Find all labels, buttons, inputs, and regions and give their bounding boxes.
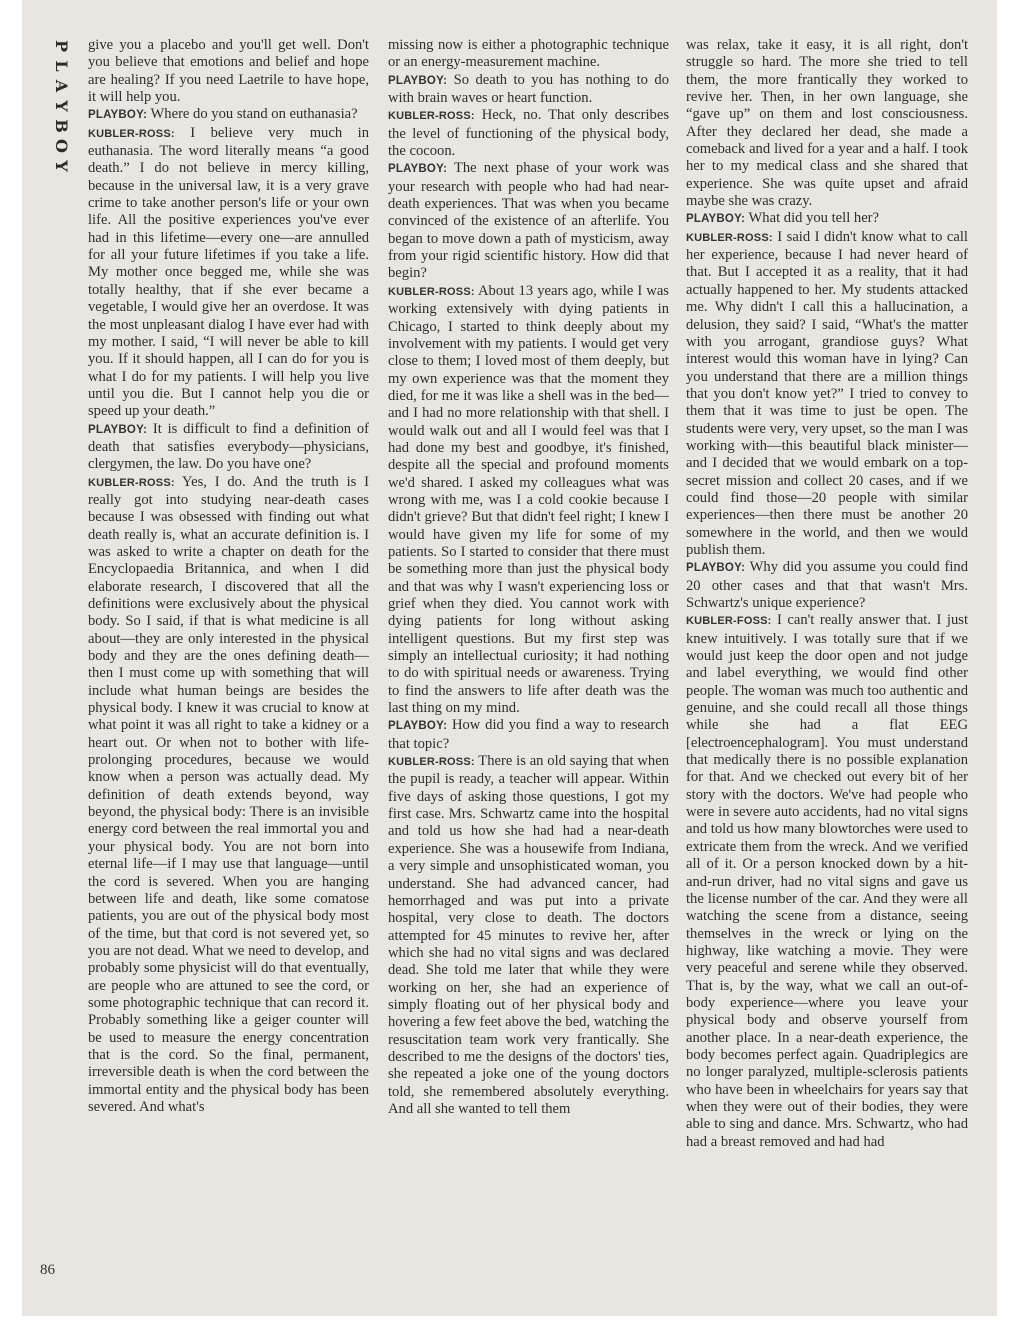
interview-paragraph	[388, 283, 669, 718]
paragraph-text: The next phase of your work was your research with people who had had near-death experiences. That was when you became convinced of the existence of an afterlife. You began to move down a path of mysticism, away from your rigid scientific history. How did that begin?	[388, 160, 669, 282]
interview-paragraph	[88, 106, 369, 124]
interview-paragraph	[686, 37, 968, 210]
speaker-label: KUBLER-ROSS:	[88, 127, 175, 140]
text-column-1	[88, 37, 369, 1116]
speaker-label: KUBLER-ROSS:	[388, 110, 475, 123]
masthead-letter: Y	[52, 100, 71, 112]
masthead-letter: L	[52, 60, 71, 72]
paragraph-text: About 13 years ago, while I was working extensively with dying patients in Chicago, I started to think deeply about my involvement with my patients. I would get very close to them; I loved most of them deeply, but my own experience was that the moment they died, for me it was like a shell was in the bed—and I had no more relationship with that shell. I would walk out and all I would feel was that I had done my best and goodbye, it's finished, despite all the special and profound moments we'd shared. I asked my colleagues what was wrong with me, was I a cold cookie because I didn't grieve? But that didn't feel right; I knew I would have given my life for some of my patients. So I started to consider that there must be something more than just the physical body and that was why I wasn't experiencing loss or grief when they died. You cannot work with dying patients for long without asking intelligent questions. But my first step was simply an intellectual curiosity; it had nothing to do with spiritual needs or awareness. Trying to find the answers to life after death was the last thing on my mind.	[388, 282, 669, 717]
speaker-label: KUBLER-ROSS:	[686, 231, 773, 244]
speaker-label: KUBLER-FOSS:	[686, 615, 772, 628]
interview-paragraph	[388, 753, 669, 1118]
interview-paragraph	[88, 125, 369, 421]
speaker-label: PLAYBOY:	[388, 720, 448, 733]
paragraph-text: There is an old saying that when the pupil is ready, a teacher will appear. Within five days of asking those questions, I got my first case. Mrs. Schwartz came into the hospital and told us how she had had a near-death experience. She was a housewife from Indiana, a very simple and unsophisticated woman, you understand. She had advanced cancer, had hemorrhaged and was put into a private hospital, very close to death. The doctors attempted for 45 minutes to revive her, after which she had no vital signs and was declared dead. She told me later that while they were working on her, she had an experience of simply floating out of her physical body and hovering a few feet above the bed, watching the resuscitation team work very frantically. She described to me the designs of the doctors' ties, she repeated a joke one of the young doctors told, she remembered absolutely everything. And all she wanted to tell them	[388, 753, 669, 1117]
speaker-label: KUBLER-ROSS:	[388, 285, 475, 298]
paragraph-text: Why did you assume you could find 20 other cases and that that wasn't Mrs. Schwartz's unique experience?	[686, 559, 968, 611]
masthead-letter: O	[52, 139, 71, 153]
interview-paragraph	[686, 559, 968, 612]
paragraph-text: It is difficult to find a definition of death that satisfies everybody—physicians, clergymen, the law. Do you have one?	[88, 420, 369, 473]
paragraph-text: How did you find a way to research that topic?	[388, 717, 669, 752]
paragraph-text: give you a placebo and you'll get well. Don't you believe that emotions and belief and hope are healing? If you need Laetrile to have hope, it will help you.	[88, 37, 369, 106]
speaker-label: KUBLER-ROSS:	[388, 756, 475, 769]
paragraph-text: Where do you stand on euthanasia?	[150, 106, 358, 123]
speaker-label: PLAYBOY:	[88, 423, 148, 436]
masthead-letter: Y	[52, 160, 71, 172]
magazine-masthead	[44, 36, 74, 176]
interview-paragraph	[88, 37, 369, 106]
speaker-label: PLAYBOY:	[686, 562, 746, 575]
paragraph-text: I can't really answer that. I just knew intuitively. I was totally sure that if we would just keep the door open and not judge and label everything, we would find other people. The woman was much too authentic and genuine, and she could recall all those things while she had a flat EEG [electroencephalogram]. You must understand that medically there is no possible explanation for that. And we checked out every bit of her story with the doctors. We've had people who were in severe auto accidents, had no vital signs and told us how many blowtorches were used to extricate them from the wreck. And we verified all of it. Or a person knocked down by a hit-and-run driver, had no vital signs and gave us the license number of the car. And they were all watching the scene from a distance, seeing themselves in the wreck or lying on the highway, like watching a movie. They were very peaceful and serene while they observed. That is, by the way, what we call an out-of-body experience—where you leave your physical body and observe yourself from another place. In a near-death experience, the body becomes perfect again. Quadriplegics are no longer paralyzed, multiple-sclerosis patients who have been in wheelchairs for years say that when they were out of their bodies, they were able to sing and dance. Mrs. Schwartz, who had had a breast removed and had had	[686, 612, 968, 1150]
masthead-letter: B	[52, 119, 71, 133]
speaker-label: PLAYBOY:	[388, 163, 448, 176]
interview-paragraph	[388, 160, 669, 282]
paragraph-text: was relax, take it easy, it is all right, don't struggle so hard. The more she tried to tell them, the more frantically they worked to revive her. Then, in her own language, she “gave up” on them and lost consciousness. After they declared her dead, she made a comeback and lived for a year and a half. I took her to my medical class and she shared that experience. She was quite upset and afraid maybe she was crazy.	[686, 37, 968, 210]
paragraph-text: I said I didn't know what to call her experience, because I had never heard of that. But I accepted it as a reality, that it had actually happened to her. My students attacked me. Why didn't I call this a hallucination, a delusion, they said? I said, “What's the matter with you arrogant, grandiose guys? What interest would this woman have in lying? Can you understand that there are a million things that you don't know yet?” I tried to convey to them that it was time to just be open. The students were very, very upset, so the man I was working with—this beautiful black minister—and I decided that we would embark on a top-secret mission and collect 20 cases, and if we could find those—20 people with similar experiences—then there must be another 20 somewhere in the world, and then we would publish them.	[686, 228, 968, 558]
interview-paragraph	[88, 474, 369, 1117]
text-column-3	[686, 37, 968, 1151]
interview-paragraph	[388, 72, 669, 108]
speaker-label: PLAYBOY:	[388, 74, 448, 87]
speaker-label: PLAYBOY:	[88, 109, 148, 122]
interview-paragraph	[686, 210, 968, 228]
masthead-letter: A	[52, 79, 71, 93]
speaker-label: KUBLER-ROSS:	[88, 476, 175, 489]
page-number: 86	[40, 1262, 55, 1278]
paragraph-text: Yes, I do. And the truth is I really got into studying near-death cases because I was obsessed with finding out what death really is, what an accurate definition is. I was asked to write a chapter on death for the Encyclopaedia Britannica, and when I did elaborate research, I discovered that all the definitions were exclusively about the physical body. So I said, if that is what medicine is all about—they are only interested in the physical body and they are the ones defining death—then I must come up with something that will include what human beings are besides the physical body. I knew it was crucial to know at what point it was all right to take a kidney or a heart out. Or when not to bother with life-prolonging procedures, because we would know when a person was actually dead. My definition of death extends beyond, way beyond, the physical body: There is an invisible energy cord between the real immortal you and your physical body. You are not born into eternal life—if I may use that language—until the cord is severed. When you are hanging between life and death, like some comatose patients, you are out of the physical body most of the time, but that cord is not severed yet, so you are not dead. What we need to develop, and probably some physicist will do that eventually, are people who are attuned to see the cord, or some photographic technique that can record it. Probably something like a geiger counter will be used to measure the energy concentration that is the cord. So the final, permanent, irreversible death is when the cord between the immortal entity and the physical body has been severed. And what's	[88, 473, 370, 1115]
interview-paragraph	[388, 107, 669, 160]
interview-paragraph	[686, 612, 968, 1151]
paragraph-text: Heck, no. That only describes the level of functioning of the physical body, the cocoon.	[388, 107, 670, 160]
interview-paragraph	[388, 37, 669, 72]
paragraph-text: I believe very much in euthanasia. The word literally means “a good death.” I do not believe in mercy killing, because in the universal law, it is a very grave crime to take another person's life or your own life. All the positive experiences you've ever had in this lifetime—every one—are annulled for all your future lifetimes if you take a life. My mother once begged me, while she was totally healthy, that if she ever became a vegetable, I would give her an overdose. It was the most unpleasant dialog I have ever had with my mother. I said, “I will never be able to kill you. If it should happen, all I can do for you is what I do for my patients. I will help you live until you die. But I cannot help you die or speed up your death.”	[88, 124, 369, 420]
interview-paragraph	[686, 229, 968, 560]
paragraph-text: What did you tell her?	[748, 210, 880, 227]
page-bottom-edge	[22, 1316, 997, 1320]
interview-paragraph	[88, 421, 369, 474]
speaker-label: PLAYBOY:	[686, 213, 746, 226]
paragraph-text: missing now is either a photographic technique or an energy-measurement machine.	[388, 37, 669, 71]
text-column-2	[388, 37, 669, 1118]
masthead-letter: P	[52, 39, 71, 53]
interview-paragraph	[388, 717, 669, 753]
paragraph-text: So death to you has nothing to do with brain waves or heart function.	[388, 71, 669, 107]
